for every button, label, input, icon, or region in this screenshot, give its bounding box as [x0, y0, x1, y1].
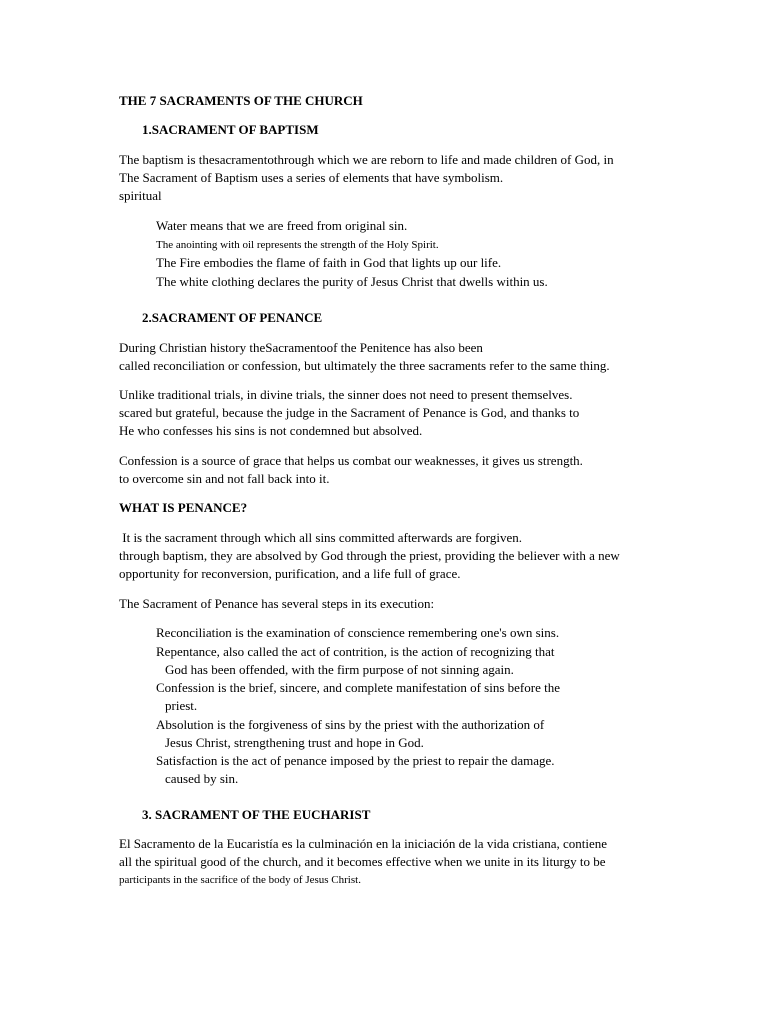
paragraph-line: The Sacrament of Baptism uses a series of elements that have symbolism.	[119, 170, 504, 185]
paragraph-line: called reconciliation or confession, but ultimately the three sacraments refer to the same thing.	[119, 358, 610, 373]
paragraph-line: It is the sacrament through which all sins committed afterwards are forgiven.	[119, 530, 522, 545]
list-item: Water means that we are freed from original sin.	[156, 218, 408, 233]
paragraph-line: During Christian history theSacramentoof the Penitence has also been	[119, 340, 483, 355]
paragraph-line: The Sacrament of Penance has several steps in its execution:	[119, 596, 435, 611]
list-item: The Fire embodies the flame of faith in God that lights up our life.	[156, 255, 502, 270]
paragraph-line: El Sacramento de la Eucaristía es la culminación en la iniciación de la vida cristiana, contiene	[119, 836, 608, 851]
document-title: THE 7 SACRAMENTS OF THE CHURCH	[119, 93, 363, 108]
paragraph-line: through baptism, they are absolved by God through the priest, providing the believer with a new	[119, 548, 620, 563]
list-item: Confession is the brief, sincere, and complete manifestation of sins before the	[156, 680, 560, 695]
paragraph-line: to overcome sin and not fall back into it.	[119, 471, 330, 486]
list-item-continuation: Jesus Christ, strengthening trust and hope in God.	[165, 735, 424, 750]
list-item: Satisfaction is the act of penance imposed by the priest to repair the damage.	[156, 753, 555, 768]
paragraph-line: spiritual	[119, 188, 162, 203]
paragraph-line: Unlike traditional trials, in divine trials, the sinner does not need to present themselves.	[119, 387, 573, 402]
list-item: The white clothing declares the purity of Jesus Christ that dwells within us.	[156, 274, 548, 289]
list-item: The anointing with oil represents the strength of the Holy Spirit.	[156, 239, 439, 251]
paragraph-line: scared but grateful, because the judge in the Sacrament of Penance is God, and thanks to	[119, 405, 580, 420]
list-item-continuation: God has been offended, with the firm purpose of not sinning again.	[165, 662, 514, 677]
list-item: Reconciliation is the examination of conscience remembering one's own sins.	[156, 625, 560, 640]
heading-penance: 2.SACRAMENT OF PENANCE	[142, 310, 323, 325]
list-item-continuation: priest.	[165, 698, 198, 713]
paragraph-line: all the spiritual good of the church, and it becomes effective when we unite in its liturgy to be	[119, 854, 606, 869]
list-item: Absolution is the forgiveness of sins by the priest with the authorization of	[156, 717, 545, 732]
heading-what-is-penance: WHAT IS PENANCE?	[119, 500, 248, 515]
paragraph-line: participants in the sacrifice of the body of Jesus Christ.	[119, 874, 361, 886]
paragraph-line: The baptism is thesacramentothrough which we are reborn to life and made children of God, in	[119, 152, 614, 167]
list-item-continuation: caused by sin.	[165, 771, 239, 786]
heading-eucharist: 3. SACRAMENT OF THE EUCHARIST	[142, 807, 371, 822]
paragraph-line: He who confesses his sins is not condemned but absolved.	[119, 423, 423, 438]
paragraph-line: opportunity for reconversion, purification, and a life full of grace.	[119, 566, 461, 581]
heading-baptism: 1.SACRAMENT OF BAPTISM	[142, 122, 319, 137]
list-item: Repentance, also called the act of contrition, is the action of recognizing that	[156, 644, 555, 659]
paragraph-line: Confession is a source of grace that helps us combat our weaknesses, it gives us strength.	[119, 453, 583, 468]
